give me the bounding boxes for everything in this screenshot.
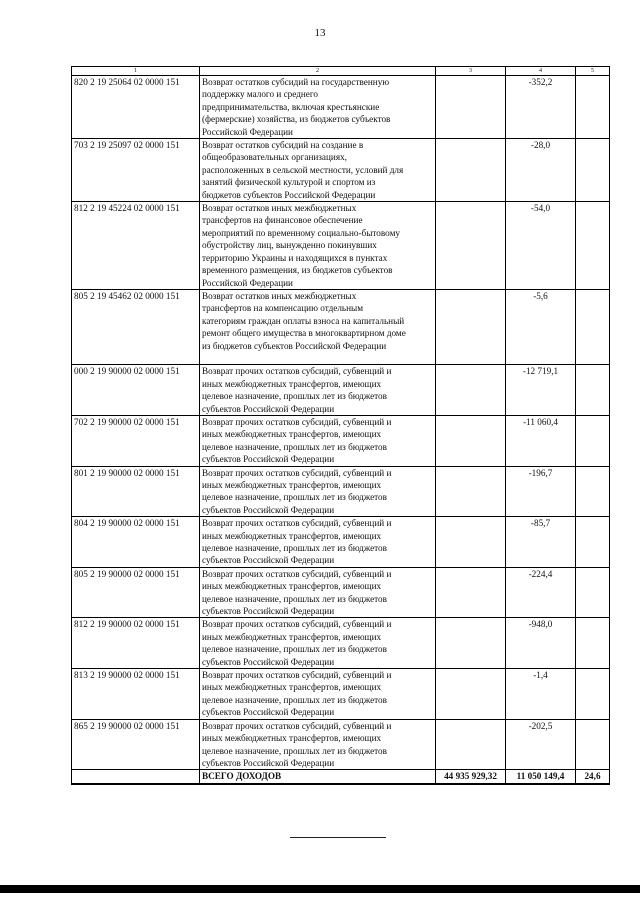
description-line: субъектов Российской Федерации <box>202 656 335 667</box>
value-col4: -5,6 <box>506 289 576 364</box>
value-col3 <box>436 365 506 416</box>
value-col5 <box>576 669 610 720</box>
description-line: Возврат прочих остатков субсидий, субвенций и <box>202 670 392 681</box>
description-line: иных межбюджетных трансфертов, имеющих <box>202 631 382 642</box>
budget-code: 812 2 19 90000 02 0000 151 <box>72 618 200 669</box>
value-col5 <box>576 719 610 770</box>
description-line: субъектов Российской Федерации <box>202 707 335 718</box>
value-col3 <box>436 719 506 770</box>
description-line: Возврат прочих остатков субсидий, субвенций и <box>202 416 392 427</box>
description-line: целевое назначение, прошлых лет из бюджетов <box>202 644 387 655</box>
description-line: целевое назначение, прошлых лет из бюджетов <box>202 492 387 503</box>
header-col-1: 1 <box>72 67 200 76</box>
value-col3 <box>436 76 506 139</box>
description-line: Возврат прочих остатков субсидий, субвенций и <box>202 619 392 630</box>
description-line: Возврат прочих остатков субсидий, субвенций и <box>202 568 392 579</box>
table-row <box>72 289 610 364</box>
table-row <box>72 567 610 618</box>
total-label: ВСЕГО ДОХОДОВ <box>200 770 436 785</box>
revenue-description <box>200 517 436 568</box>
value-col3 <box>436 139 506 202</box>
value-col3 <box>436 567 506 618</box>
value-col4: -28,0 <box>506 139 576 202</box>
description-line: субъектов Российской Федерации <box>202 454 335 465</box>
revenue-description <box>200 289 436 364</box>
table-row <box>72 365 610 416</box>
budget-code: 702 2 19 90000 02 0000 151 <box>72 415 200 466</box>
revenue-description <box>200 76 436 139</box>
description-line: субъектов Российской Федерации <box>202 606 335 617</box>
description-line: целевое назначение, прошлых лет из бюджетов <box>202 745 387 756</box>
header-col-2: 2 <box>200 67 436 76</box>
budget-code: 820 2 19 25064 02 0000 151 <box>72 76 200 139</box>
value-col3 <box>436 202 506 290</box>
table-row <box>72 618 610 669</box>
value-col4: -11 060,4 <box>506 415 576 466</box>
total-code-cell <box>72 770 200 785</box>
description-line: обустройству лиц, вынужденно покинувших <box>202 240 377 251</box>
description-line: ремонт общего имущества в многоквартирном доме <box>202 328 406 339</box>
description-line: поддержку малого и среднего <box>202 89 318 100</box>
value-col4: -54,0 <box>506 202 576 290</box>
revenue-description <box>200 719 436 770</box>
budget-code: 805 2 19 45462 02 0000 151 <box>72 289 200 364</box>
table-row <box>72 466 610 517</box>
header-col-5: 5 <box>576 67 610 76</box>
value-col5 <box>576 618 610 669</box>
description-line: Российской Федерации <box>202 126 293 137</box>
value-col4: -85,7 <box>506 517 576 568</box>
description-line: временного размещения, из бюджетов субъектов <box>202 265 393 276</box>
value-col4: -196,7 <box>506 466 576 517</box>
description-line: целевое назначение, прошлых лет из бюджетов <box>202 593 387 604</box>
description-line: целевое назначение, прошлых лет из бюджетов <box>202 694 387 705</box>
description-line: иных межбюджетных трансфертов, имеющих <box>202 733 382 744</box>
revenue-description <box>200 415 436 466</box>
description-line: Возврат прочих остатков субсидий, субвенций и <box>202 366 392 377</box>
table-row <box>72 669 610 720</box>
description-line: субъектов Российской Федерации <box>202 403 335 414</box>
table-row <box>72 517 610 568</box>
value-col4: -948,0 <box>506 618 576 669</box>
description-line: иных межбюджетных трансфертов, имеющих <box>202 581 382 592</box>
value-col5 <box>576 289 610 364</box>
description-line: целевое назначение, прошлых лет из бюджетов <box>202 391 387 402</box>
description-line: из бюджетов субъектов Российской Федерации <box>202 340 387 351</box>
budget-code: 812 2 19 45224 02 0000 151 <box>72 202 200 290</box>
value-col3 <box>436 669 506 720</box>
description-line: предпринимательства, включая крестьянские <box>202 101 380 112</box>
description-line: иных межбюджетных трансфертов, имеющих <box>202 479 382 490</box>
revenue-description <box>200 669 436 720</box>
total-col4: 11 050 149,4 <box>506 770 576 785</box>
description-line: субъектов Российской Федерации <box>202 757 335 768</box>
value-col5 <box>576 76 610 139</box>
revenue-description <box>200 202 436 290</box>
description-line: иных межбюджетных трансфертов, имеющих <box>202 429 382 440</box>
description-line: мероприятий по временному социально-бытовому <box>202 227 400 238</box>
revenue-description <box>200 466 436 517</box>
table-row <box>72 415 610 466</box>
total-col3: 44 935 929,32 <box>436 770 506 785</box>
total-row <box>72 770 610 785</box>
revenue-description <box>200 139 436 202</box>
description-line: Возврат прочих остатков субсидий, субвенций и <box>202 720 392 731</box>
table-row <box>72 76 610 139</box>
page-number: 13 <box>314 27 326 39</box>
description-line: субъектов Российской Федерации <box>202 555 335 566</box>
value-col5 <box>576 139 610 202</box>
description-line: занятий физической культурой и спортом из <box>202 177 376 188</box>
description-line: Российской Федерации <box>202 277 293 288</box>
description-line: иных межбюджетных трансфертов, имеющих <box>202 378 382 389</box>
description-line <box>202 352 433 364</box>
description-line: Возврат остатков иных межбюджетных <box>202 290 357 301</box>
value-col5 <box>576 202 610 290</box>
budget-code: 703 2 19 25097 02 0000 151 <box>72 139 200 202</box>
description-line: (фермерские) хозяйства, из бюджетов субъектов <box>202 114 391 125</box>
value-col3 <box>436 618 506 669</box>
table-row <box>72 139 610 202</box>
description-line: территорию Украины и находящихся в пунктах <box>202 252 388 263</box>
value-col4: -224,4 <box>506 567 576 618</box>
value-col3 <box>436 517 506 568</box>
value-col3 <box>436 289 506 364</box>
value-col4: -352,2 <box>506 76 576 139</box>
description-line: субъектов Российской Федерации <box>202 504 335 515</box>
value-col4: -1,4 <box>506 669 576 720</box>
header-col-3: 3 <box>436 67 506 76</box>
budget-code: 813 2 19 90000 02 0000 151 <box>72 669 200 720</box>
description-line: Возврат остатков субсидий на создание в <box>202 140 364 151</box>
value-col5 <box>576 466 610 517</box>
budget-code: 805 2 19 90000 02 0000 151 <box>72 567 200 618</box>
description-line: трансфертов на компенсацию отдельным <box>202 303 364 314</box>
description-line: иных межбюджетных трансфертов, имеющих <box>202 530 382 541</box>
description-line: целевое назначение, прошлых лет из бюджетов <box>202 543 387 554</box>
description-line: общеобразовательных организациях, <box>202 152 347 163</box>
revenue-description <box>200 567 436 618</box>
value-col4: -202,5 <box>506 719 576 770</box>
description-line: иных межбюджетных трансфертов, имеющих <box>202 682 382 693</box>
description-line: расположенных в сельской местности, условий для <box>202 164 404 175</box>
budget-code: 865 2 19 90000 02 0000 151 <box>72 719 200 770</box>
description-line: Возврат прочих остатков субсидий, субвенций и <box>202 518 392 529</box>
description-line: Возврат остатков субсидий на государственную <box>202 77 390 87</box>
table-header-row <box>72 67 610 76</box>
value-col5 <box>576 415 610 466</box>
table-row <box>72 202 610 290</box>
description-line: категориям граждан оплаты взноса на капитальный <box>202 315 405 326</box>
revenue-description <box>200 365 436 416</box>
budget-code: 804 2 19 90000 02 0000 151 <box>72 517 200 568</box>
budget-code: 000 2 19 90000 02 0000 151 <box>72 365 200 416</box>
value-col5 <box>576 567 610 618</box>
revenue-description <box>200 618 436 669</box>
description-line: Возврат остатков иных межбюджетных <box>202 203 357 214</box>
value-col5 <box>576 517 610 568</box>
description-line: целевое назначение, прошлых лет из бюджетов <box>202 441 387 452</box>
value-col3 <box>436 466 506 517</box>
value-col4: -12 719,1 <box>506 365 576 416</box>
value-col3 <box>436 415 506 466</box>
table-row <box>72 719 610 770</box>
footer-divider <box>290 837 386 838</box>
header-col-4: 4 <box>506 67 576 76</box>
revenue-table <box>71 66 610 785</box>
scan-edge-bar <box>0 885 640 893</box>
budget-code: 801 2 19 90000 02 0000 151 <box>72 466 200 517</box>
description-line: бюджетов субъектов Российской Федерации <box>202 189 376 200</box>
description-line: трансфертов на финансовое обеспечение <box>202 215 363 226</box>
description-line: Возврат прочих остатков субсидий, субвенций и <box>202 467 392 478</box>
total-col5: 24,6 <box>576 770 610 785</box>
value-col5 <box>576 365 610 416</box>
